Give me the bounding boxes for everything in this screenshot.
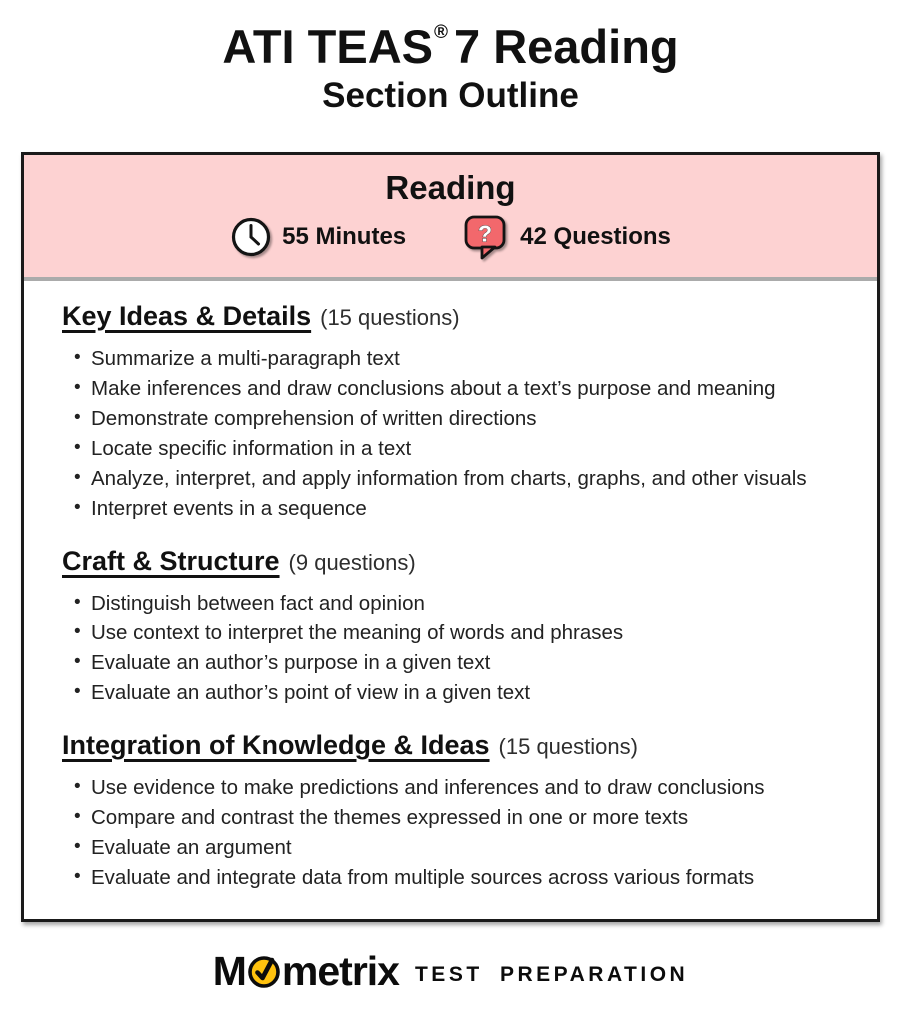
section-heading: Craft & Structure: [62, 545, 280, 576]
reading-header: [24, 155, 877, 281]
section-question-count: (9 questions): [288, 549, 416, 575]
section-question-count: (15 questions): [498, 734, 638, 760]
bullet-list: [62, 589, 839, 709]
section-integration: [62, 730, 839, 893]
outline-box: [21, 152, 880, 922]
list-item: • Interpret events in a sequence: [74, 494, 839, 524]
section-heading-row: [62, 546, 839, 577]
header-stats: [34, 213, 867, 261]
page-subtitle: Section Outline: [322, 76, 579, 116]
list-item: • Summarize a multi-paragraph text: [74, 344, 839, 374]
page-title: [0, 20, 901, 74]
title-pre: ATI TEAS: [222, 20, 434, 73]
questions-label: 42 Questions: [520, 223, 671, 250]
list-item: • Locate specific information in a text: [74, 434, 839, 464]
section-heading-row: [62, 301, 839, 332]
list-item: • Use context to interpret the meaning of words and phrases: [74, 618, 839, 648]
list-item: • Make inferences and draw conclusions about a text’s purpose and meaning: [74, 374, 839, 404]
question-bubble-icon: [462, 213, 510, 261]
list-item: • Use evidence to make predictions and inferences and to draw conclusions: [74, 773, 839, 803]
list-item: • Compare and contrast the themes expressed in one or more texts: [74, 803, 839, 833]
check-circle-icon: [247, 955, 281, 994]
outline-content: [24, 281, 877, 919]
clock-icon: [230, 216, 272, 258]
logo-letter-m: M: [212, 948, 246, 994]
bullet-list: [62, 773, 839, 893]
svg-text:?: ?: [478, 220, 493, 247]
list-item: • Demonstrate comprehension of written directions: [74, 404, 839, 434]
questions-stat: [462, 213, 671, 261]
section-heading-row: [62, 730, 839, 761]
section-heading: Key Ideas & Details: [62, 301, 312, 331]
title-post: 7 Reading: [454, 20, 679, 73]
section-craft-structure: [62, 546, 839, 709]
list-item: • Analyze, interpret, and apply information from charts, graphs, and other visuals: [74, 464, 839, 494]
section-heading: Integration of Knowledge & Ideas: [62, 730, 490, 761]
section-title: Reading: [385, 169, 516, 206]
footer: [0, 948, 901, 995]
registered-trademark: ®: [434, 22, 449, 44]
list-item: • Evaluate an author’s point of view in a given text: [74, 678, 839, 708]
time-stat: [230, 216, 406, 258]
list-item: • Evaluate and integrate data from multiple sources across various formats: [74, 863, 839, 893]
section-question-count: (15 questions): [320, 305, 460, 330]
section-key-ideas: [62, 301, 839, 524]
mometrix-logo: [213, 948, 688, 995]
bullet-list: [62, 344, 839, 524]
logo-tagline: TEST PREPARATION: [414, 962, 689, 986]
list-item: • Evaluate an argument: [74, 833, 839, 863]
minutes-label: 55 Minutes: [282, 223, 407, 250]
list-item: • Distinguish between fact and opinion: [74, 589, 839, 619]
logo-text-metrix: metrix: [281, 948, 399, 994]
page-title-block: [0, 0, 901, 116]
list-item: • Evaluate an author’s purpose in a given text: [74, 648, 839, 678]
